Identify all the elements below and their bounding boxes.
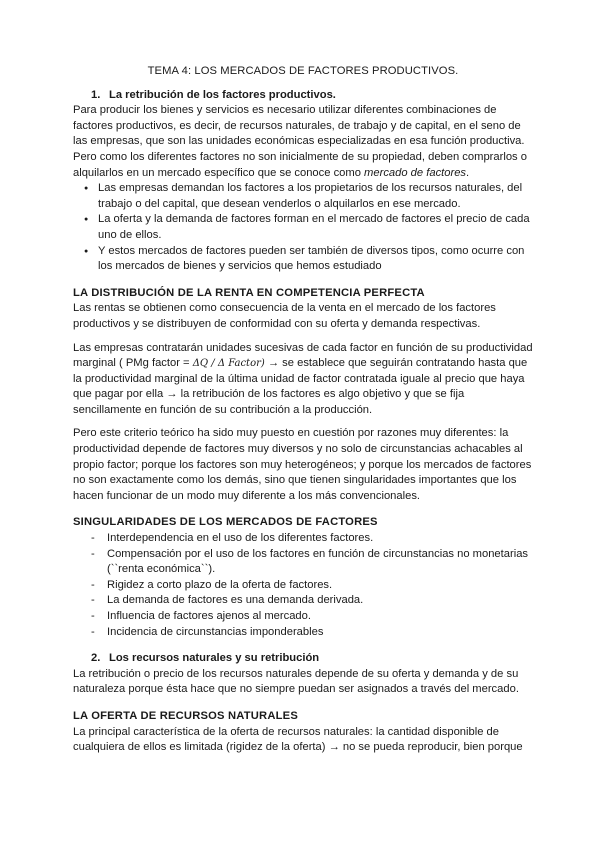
singularidades-heading: SINGULARIDADES DE LOS MERCADOS DE FACTORES [73,516,378,529]
section-1-paragraph-text: Para producir los bienes y servicios es necesario utilizar diferentes combinaciones de factores productivos, es decir, de recursos naturales, de trabajo y de capital, en el seno de las empresas, que son las unidades económicas especializadas en esa función productiva. Pero como los diferentes factores no son inicialmente de su propiedad, deben comprarlos o alquilarlos en un mercado específico que se conoce como [73,104,527,179]
distribucion-paragraph-3: Pero este criterio teórico ha sido muy puesto en cuestión por razones muy diferentes: la productividad depende de factores muy diversos y no solo de circunstancias achacables al propio factor; porque los factores son muy heterogéneos; y porque los mercados de factores no son exactamente como los demás, sino que tienen singularidades importantes que los hacen funcionar de un modo muy diferente a los más convencionales. [73,427,532,502]
list-item: ● Y estos mercados de factores pueden ser también de diversos tipos, como ocurre con los mercados de bienes y servicios que hemos estudiado [73,244,533,275]
list-item: - Compensación por el uso de los factores en función de circunstancias no monetarias (``renta económica``). [73,547,533,578]
list-item: - Rigidez a corto plazo de la oferta de factores. [73,578,533,594]
distribucion-paragraph-2 [73,341,533,419]
oferta-paragraph: La principal característica de la oferta de recursos naturales: la cantidad disponible de cualquiera de ellos es limitada (rigidez de la oferta) → no se pueda reproducir, bien porque [73,725,523,754]
list-item: - Incidencia de circunstancias imponderables [73,625,533,641]
section-1-paragraph [73,103,533,181]
distribucion-paragraph-2-text: Las empresas contratarán unidades sucesivas de cada factor en función de su productividad marginal ( PMg factor = [73,341,533,370]
section-2-heading [73,651,533,667]
section-1-paragraph-end: . [466,166,470,179]
list-item: - La demanda de factores es una demanda derivada. [73,593,533,609]
document-title: TEMA 4: LOS MERCADOS DE FACTORES PRODUCTIVOS. [147,65,459,77]
document-page [73,64,533,756]
productividad-formula: ΔQ / Δ Factor) [192,358,265,370]
list-item: ● La oferta y la demanda de factores forman en el mercado de factores el precio de cada uno de ellos. [73,212,533,243]
list-item: ● Las empresas demandan los factores a los propietarios de los recursos naturales, del trabajo o del capital, que desean venderlos o alquilarlos en ese mercado. [73,181,533,212]
list-item: - Interdependencia en el uso de los diferentes factores. [73,531,533,547]
oferta-heading: LA OFERTA DE RECURSOS NATURALES [73,709,298,722]
section-1-bullet-list [73,181,533,275]
singularidades-list [73,531,533,640]
mercado-de-factores-term: mercado de factores [364,166,467,179]
section-2-number: 2. [91,652,101,665]
section-1-number: 1. [91,88,101,101]
section-2-paragraph: La retribución o precio de los recursos naturales depende de su oferta y demanda y de su naturaleza porque ésta hace que no siempre puedan ser asignados a través del mercado. [73,667,519,696]
section-1-heading [73,88,533,104]
distribucion-paragraph-2-rest: → se establece que seguirán contratando hasta que la productividad marginal de la última unidad de factor contratada iguale al precio que haya que pagar por ella → la retribución de los factores es algo objetivo y que se fija sencillamente en función de su contribución a la producción. [73,357,528,416]
section-1-title: La retribución de los factores productivos. [109,88,336,101]
list-item: - Influencia de factores ajenos al mercado. [73,609,533,625]
section-2-title: Los recursos naturales y su retribución [109,652,320,665]
distribucion-heading: LA DISTRIBUCIÓN DE LA RENTA EN COMPETENCIA PERFECTA [73,286,425,299]
distribucion-paragraph-1: Las rentas se obtienen como consecuencia de la venta en el mercado de los factores productivos y se distribuyen de conformidad con su oferta y demanda respectivas. [73,302,496,330]
